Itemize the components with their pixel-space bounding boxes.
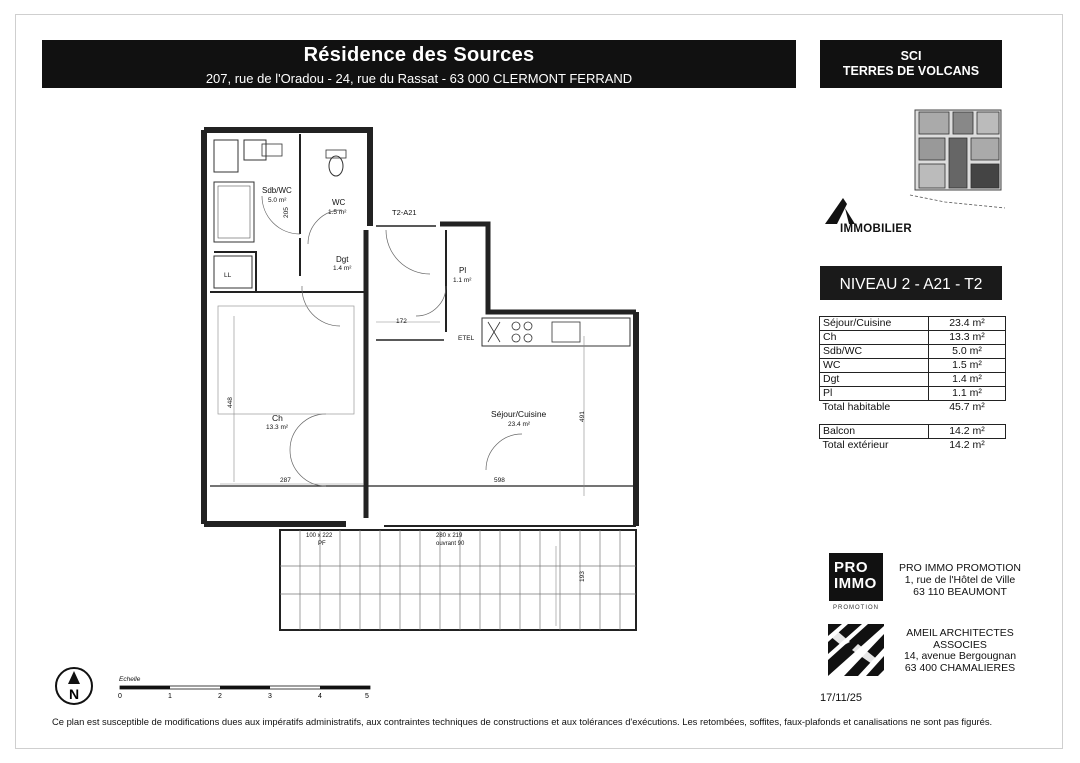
- table-row: [820, 425, 1006, 439]
- balcon-label: Balcon: [820, 425, 929, 439]
- sci-line2: TERRES DE VOLCANS: [842, 64, 980, 78]
- room-name: Pl: [459, 266, 467, 275]
- unit-id: T2-A21: [392, 208, 417, 217]
- dimension-label: 287: [280, 477, 291, 484]
- room-name: Ch: [272, 413, 283, 423]
- dimension-label: 491: [579, 411, 586, 422]
- areas-table: [819, 316, 1006, 452]
- total-row: [820, 439, 1006, 453]
- scale-tick: 2: [218, 693, 222, 700]
- promoter-info: [895, 562, 1025, 598]
- sci-box: [820, 40, 1002, 88]
- area-value: 1.5 m²: [929, 359, 1006, 373]
- area-label: Sdb/WC: [820, 345, 929, 359]
- pro-immo-logo: [829, 553, 883, 601]
- scale-tick: 4: [318, 693, 322, 700]
- total-exterieur-value: 14.2 m²: [949, 439, 985, 451]
- table-row: [820, 345, 1006, 359]
- room-area: 1.4 m²: [333, 265, 352, 272]
- opening-size: 100 x 222: [306, 533, 333, 539]
- scale-tick: 3: [268, 693, 272, 700]
- scale-tick: 1: [168, 693, 172, 700]
- opening-size: 280 x 219: [436, 533, 463, 539]
- scale-bar: [117, 684, 373, 704]
- immobilier-text: IMMOBILIER: [840, 223, 912, 235]
- immobilier-logo: [820, 196, 940, 240]
- room-name: Sdb/WC: [262, 186, 292, 195]
- area-label: Pl: [820, 387, 929, 401]
- logo-line1: PRO: [834, 559, 869, 576]
- area-label: WC: [820, 359, 929, 373]
- table-row: [820, 317, 1006, 331]
- dimension-label: 172: [396, 318, 407, 325]
- opening-note: PF: [318, 541, 326, 547]
- logo-line2: IMMO: [834, 575, 877, 592]
- niveau-label: NIVEAU 2 - A21 - T2: [820, 266, 1002, 300]
- mountain-icon: [823, 196, 863, 226]
- fixture-label: LL: [224, 272, 232, 279]
- table-row: [820, 373, 1006, 387]
- header-bar: [42, 40, 796, 88]
- area-value: 23.4 m²: [929, 317, 1006, 331]
- architect-name2: ASSOCIES: [933, 638, 987, 651]
- architect-address2: 63 400 CHAMALIERES: [904, 661, 1016, 674]
- area-label: Ch: [820, 331, 929, 345]
- architect-address1: 14, avenue Bergougnan: [903, 650, 1017, 662]
- dimension-label: 448: [227, 397, 234, 408]
- area-value: 1.4 m²: [929, 373, 1006, 387]
- area-label: Dgt: [820, 373, 929, 387]
- opening-note: ouvrant 90: [436, 541, 465, 547]
- promoter-address2: 63 110 BEAUMONT: [913, 586, 1007, 598]
- room-area: 1.5 m²: [328, 209, 347, 216]
- area-value: 5.0 m²: [929, 345, 1006, 359]
- room-area: 23.4 m²: [508, 421, 531, 428]
- table-row: [820, 331, 1006, 345]
- architect-name1: AMEIL ARCHITECTES: [906, 627, 1014, 639]
- page-title: Résidence des Sources: [303, 44, 535, 66]
- scale-label: Echelle: [119, 676, 141, 683]
- scale-tick: 5: [365, 693, 369, 700]
- scale-tick: 0: [118, 693, 122, 700]
- table-row: [820, 387, 1006, 401]
- total-row: [820, 401, 1006, 415]
- room-area: 1.1 m²: [453, 277, 472, 284]
- room-area: 5.0 m²: [268, 197, 287, 204]
- key-plan: [905, 100, 1005, 210]
- architect-info: [895, 628, 1025, 674]
- etel-label: ETEL: [458, 335, 475, 342]
- area-label: Séjour/Cuisine: [820, 317, 929, 331]
- total-exterieur-label: Total extérieur: [822, 439, 889, 451]
- room-name: WC: [332, 198, 346, 207]
- compass-letter: N: [68, 686, 80, 702]
- balcon-value: 14.2 m²: [929, 425, 1006, 439]
- sci-line1: SCI: [900, 49, 922, 63]
- logo-sub: PROMOTION: [833, 605, 879, 611]
- room-name: Séjour/Cuisine: [491, 409, 547, 419]
- room-name: Dgt: [336, 255, 349, 264]
- room-area: 13.3 m²: [266, 424, 289, 431]
- north-arrow-icon: [54, 666, 94, 706]
- promoter-address1: 1, rue de l'Hôtel de Ville: [904, 574, 1016, 586]
- disclaimer-footnote: Ce plan est susceptible de modifications dues aux impératifs administratifs, aux contraintes techniques de constructions et aux tolérances d'exécutions. Les retombées, soffites, faux-plafonds et canalisations ne sont pas figurés.: [52, 716, 993, 727]
- promoter-name: PRO IMMO PROMOTION: [899, 562, 1021, 574]
- architect-logo: [828, 624, 884, 676]
- total-habitable-label: Total habitable: [822, 401, 891, 413]
- area-value: 13.3 m²: [929, 331, 1006, 345]
- total-habitable-value: 45.7 m²: [949, 401, 985, 413]
- floor-plan: [196, 126, 656, 646]
- dimension-label: 193: [579, 571, 586, 582]
- dimension-label: 205: [283, 207, 290, 218]
- dimension-label: 598: [494, 477, 505, 484]
- plan-date: 17/11/25: [820, 692, 863, 704]
- table-row: [820, 359, 1006, 373]
- address: 207, rue de l'Oradou - 24, rue du Rassat - 63 000 CLERMONT FERRAND: [205, 71, 633, 86]
- area-value: 1.1 m²: [929, 387, 1006, 401]
